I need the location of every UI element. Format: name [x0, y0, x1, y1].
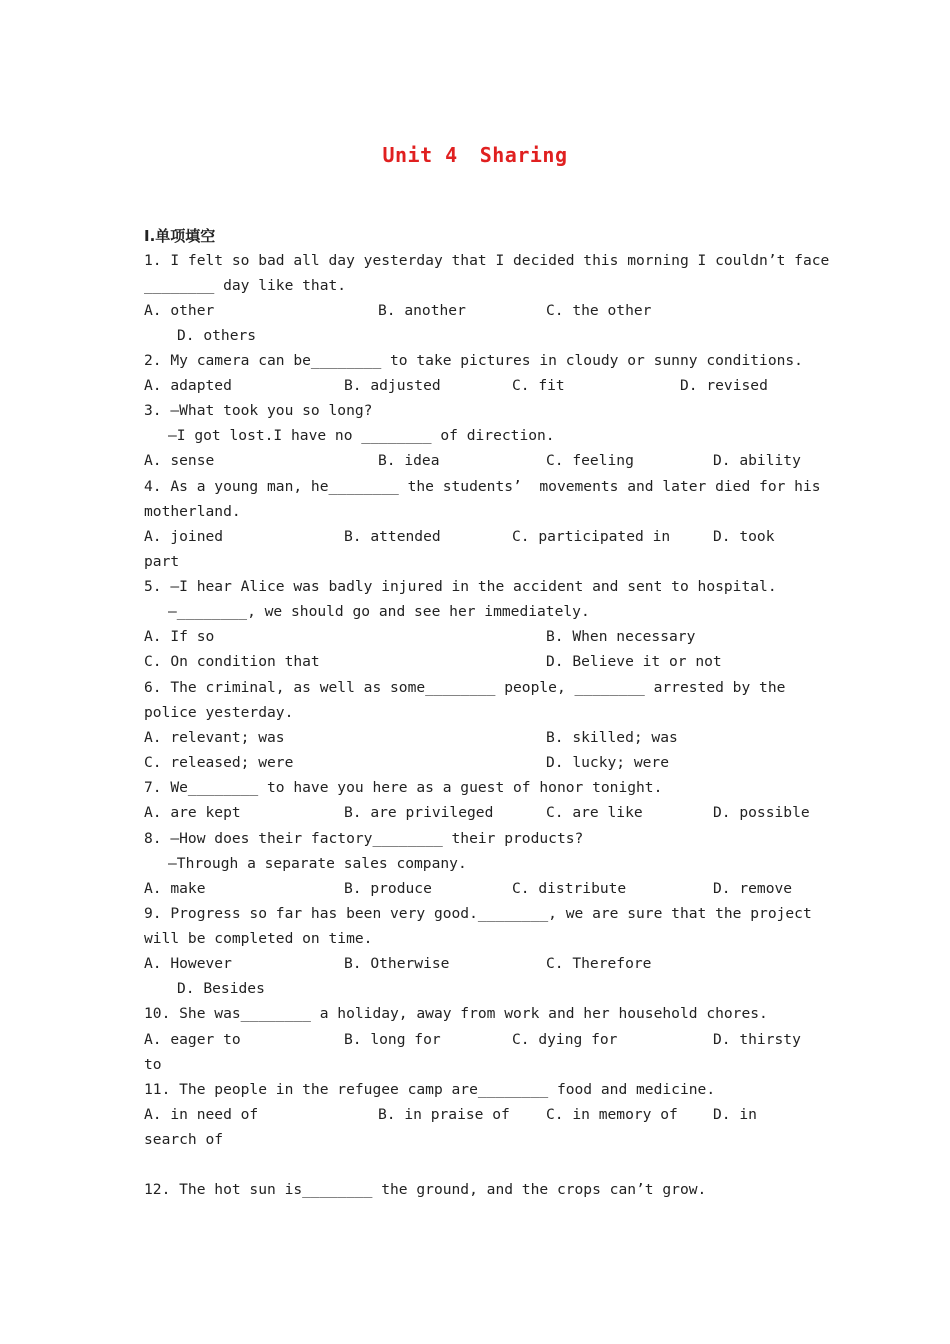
question-4-option-d: D. took	[713, 528, 775, 545]
page-title	[0, 143, 950, 167]
question-8-option-c: C. distribute	[512, 880, 627, 897]
question-10-option-d-continued: to	[144, 1056, 162, 1073]
question-11-line-1: 11. The people in the refugee camp are________ food and medicine.	[144, 1081, 716, 1098]
question-3-option-d: D. ability	[713, 452, 801, 469]
question-5-option-d: D. Believe it or not	[546, 653, 722, 670]
question-7-line-1: 7. We________ to have you here as a guest of honor tonight.	[144, 779, 663, 796]
question-3-option-b: B. idea	[378, 452, 440, 469]
question-5-option-b: B. When necessary	[546, 628, 696, 645]
question-8-option-d: D. remove	[713, 880, 793, 897]
question-8-line-2: —Through a separate sales company.	[168, 855, 467, 872]
question-10-option-b: B. long for	[344, 1031, 441, 1048]
question-12-line-1: 12. The hot sun is________ the ground, and the crops can’t grow.	[144, 1181, 707, 1198]
question-11-option-d-continued: search of	[144, 1131, 224, 1148]
question-6-option-d: D. lucky; were	[546, 754, 670, 771]
question-11-option-a: A. in need of	[144, 1106, 259, 1123]
unit-label: Unit 4	[382, 143, 458, 167]
question-5-option-a: A. If so	[144, 628, 215, 645]
question-3-line-1: 3. —What took you so long?	[144, 402, 373, 419]
question-9-option-d: D. Besides	[177, 980, 265, 997]
question-9-line-2: will be completed on time.	[144, 930, 373, 947]
question-7-option-d: D. possible	[713, 804, 810, 821]
unit-topic: Sharing	[479, 143, 568, 167]
question-6-option-c: C. released; were	[144, 754, 294, 771]
question-7-option-a: A. are kept	[144, 804, 241, 821]
question-10-option-c: C. dying for	[512, 1031, 618, 1048]
question-8-option-b: B. produce	[344, 880, 432, 897]
question-4-option-b: B. attended	[344, 528, 441, 545]
question-1-option-a: A. other	[144, 302, 215, 319]
question-9-option-c: C. Therefore	[546, 955, 652, 972]
question-8-line-1: 8. —How does their factory________ their products?	[144, 830, 584, 847]
section-heading: Ⅰ.单项填空	[144, 227, 216, 245]
question-9-option-a: A. However	[144, 955, 232, 972]
question-4-line-2: motherland.	[144, 503, 241, 520]
question-7-option-b: B. are privileged	[344, 804, 494, 821]
question-4-option-d-continued: part	[144, 553, 180, 570]
question-6-line-1: 6. The criminal, as well as some________ people, ________ arrested by the	[144, 679, 786, 696]
question-2-option-a: A. adapted	[144, 377, 232, 394]
question-9-line-1: 9. Progress so far has been very good.________, we are sure that the project	[144, 905, 812, 922]
question-4-line-1: 4. As a young man, he________ the students’ movements and later died for his	[144, 478, 821, 495]
question-6-option-a: A. relevant; was	[144, 729, 285, 746]
question-1-option-d: D. others	[177, 327, 257, 344]
question-2-option-d: D. revised	[680, 377, 768, 394]
question-2-line-1: 2. My camera can be________ to take pictures in cloudy or sunny conditions.	[144, 352, 803, 369]
question-10-option-a: A. eager to	[144, 1031, 241, 1048]
question-11-option-c: C. in memory of	[546, 1106, 678, 1123]
question-4-option-c: C. participated in	[512, 528, 671, 545]
question-10-option-d: D. thirsty	[713, 1031, 801, 1048]
question-1-line-1: 1. I felt so bad all day yesterday that I decided this morning I couldn’t face	[144, 252, 830, 269]
question-1-option-c: C. the other	[546, 302, 652, 319]
question-10-line-1: 10. She was________ a holiday, away from work and her household chores.	[144, 1005, 768, 1022]
question-7-option-c: C. are like	[546, 804, 643, 821]
question-6-line-2: police yesterday.	[144, 704, 294, 721]
question-5-line-2: —________, we should go and see her immediately.	[168, 603, 590, 620]
question-3-option-a: A. sense	[144, 452, 215, 469]
question-4-option-a: A. joined	[144, 528, 224, 545]
question-1-line-2: ________ day like that.	[144, 277, 347, 294]
question-5-line-1: 5. —I hear Alice was badly injured in the accident and sent to hospital.	[144, 578, 777, 595]
question-6-option-b: B. skilled; was	[546, 729, 678, 746]
question-1-option-b: B. another	[378, 302, 466, 319]
question-9-option-b: B. Otherwise	[344, 955, 450, 972]
question-3-option-c: C. feeling	[546, 452, 634, 469]
question-2-option-c: C. fit	[512, 377, 565, 394]
question-5-option-c: C. On condition that	[144, 653, 320, 670]
question-2-option-b: B. adjusted	[344, 377, 441, 394]
question-3-line-2: —I got lost.I have no ________ of direction.	[168, 427, 555, 444]
question-8-option-a: A. make	[144, 880, 206, 897]
question-11-option-b: B. in praise of	[378, 1106, 510, 1123]
question-11-option-d: D. in	[713, 1106, 757, 1123]
